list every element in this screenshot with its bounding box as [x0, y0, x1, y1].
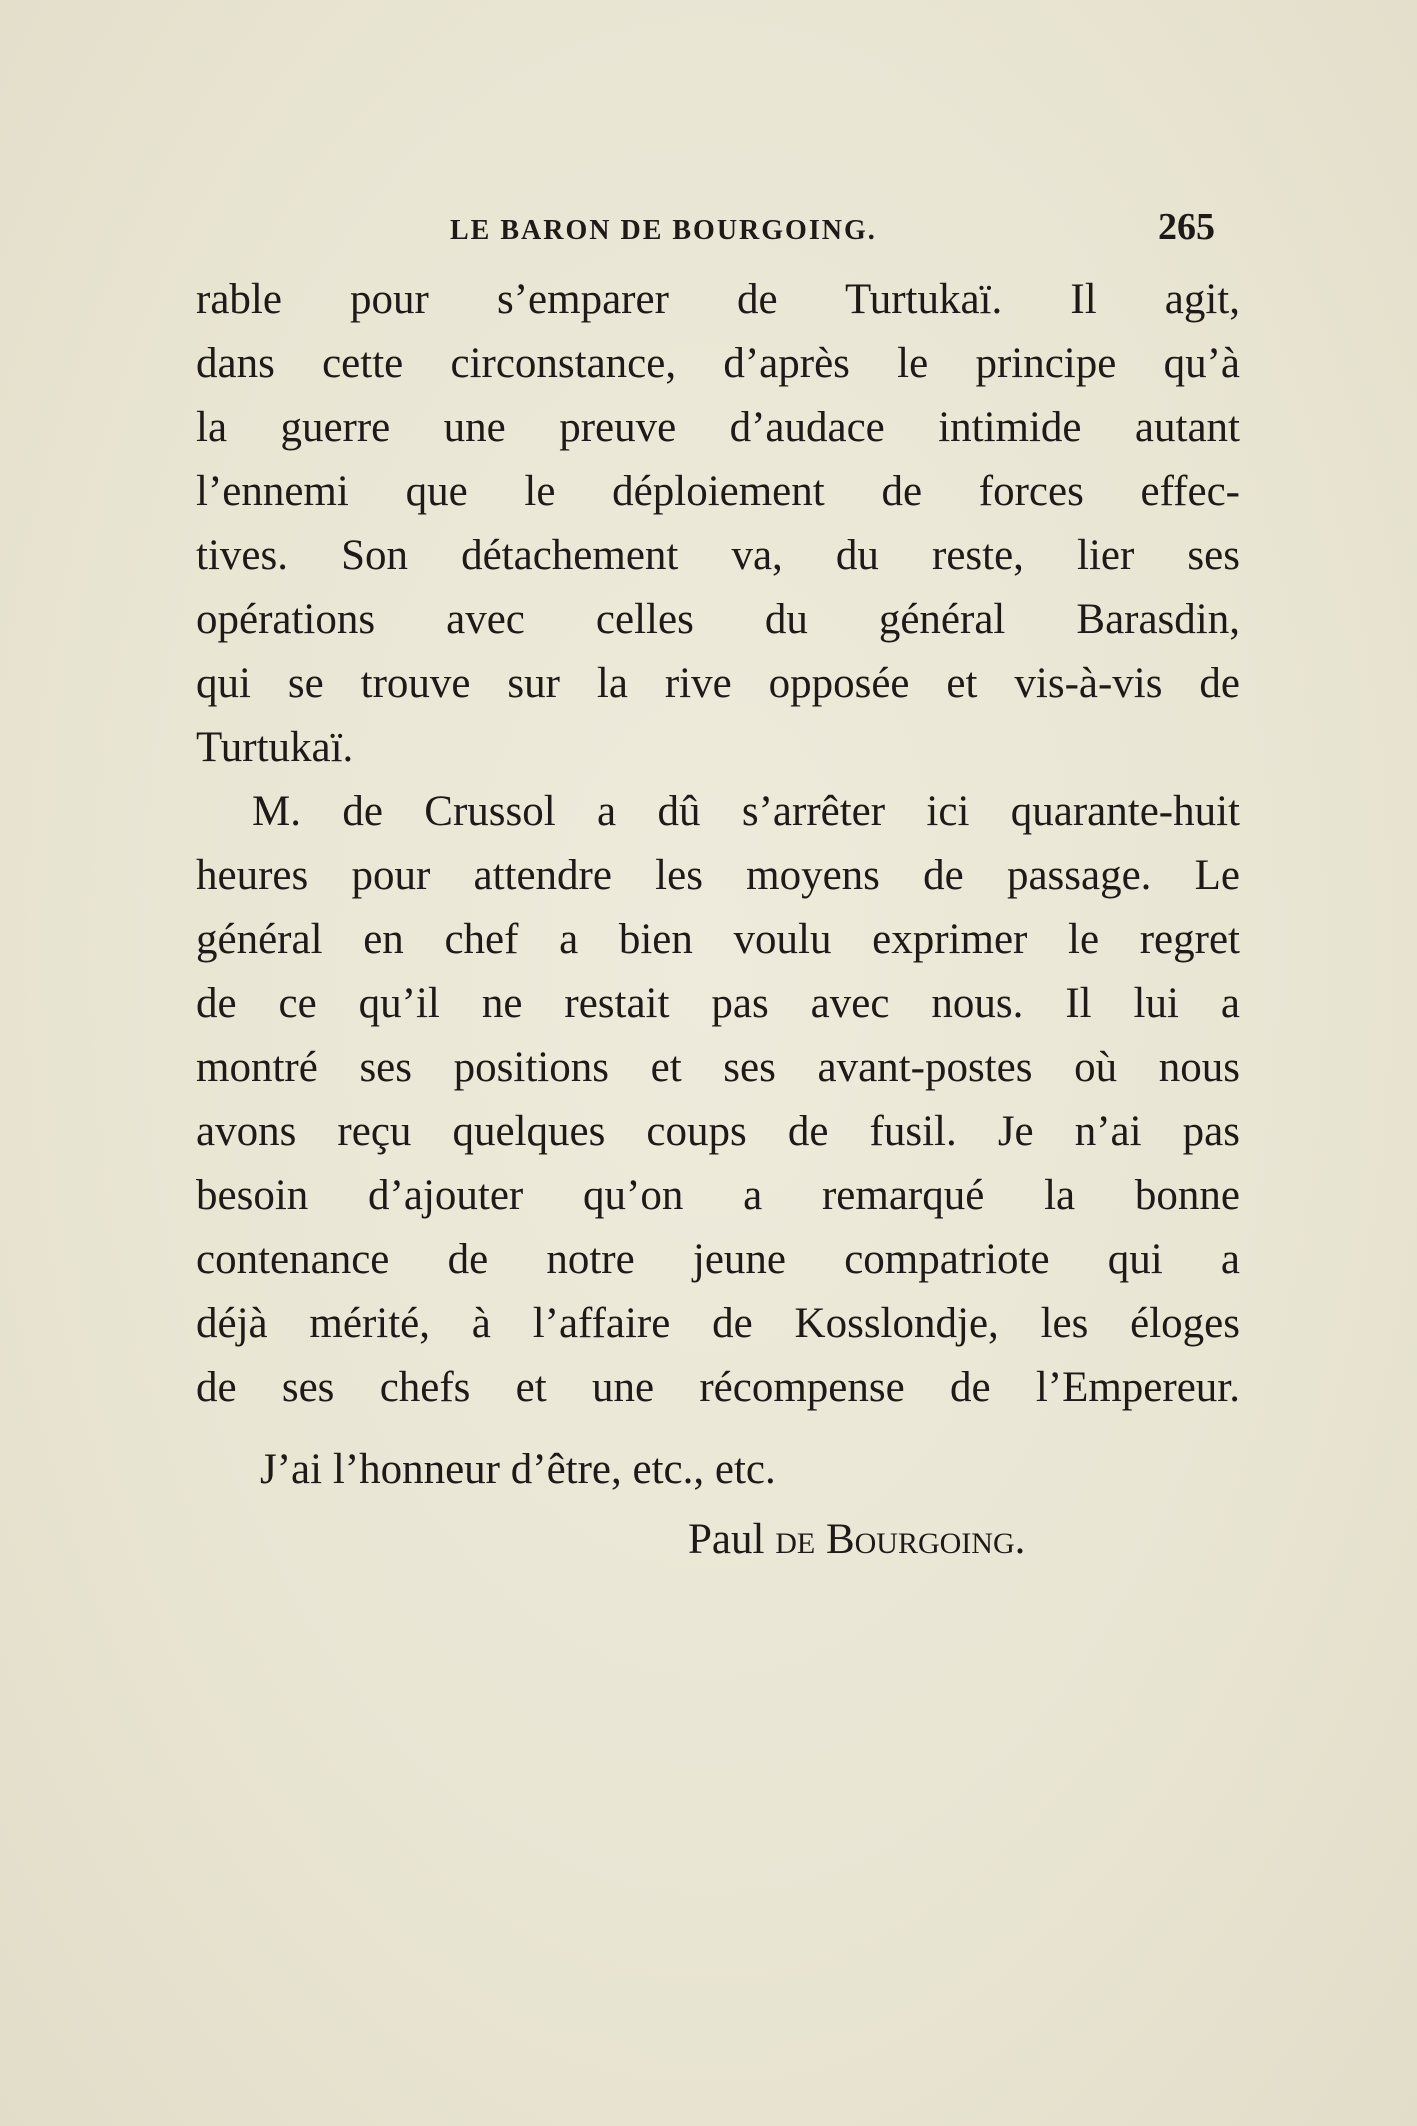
page-number: 265 — [1158, 206, 1215, 248]
text-line: déjà mérité, à l’affaire de Kosslondje, les éloges — [196, 1300, 1240, 1347]
text-line: heures pour attendre les moyens de passage. Le — [196, 852, 1240, 899]
signature-first-name: Paul — [688, 1516, 765, 1563]
text-line: montré ses positions et ses avant-postes où nous — [196, 1044, 1240, 1091]
text-line: dans cette circonstance, d’après le principe qu’à — [196, 340, 1240, 387]
text-line: l’ennemi que le déploiement de forces effec- — [196, 468, 1240, 515]
text-line: avons reçu quelques coups de fusil. Je n’ai pas — [196, 1108, 1240, 1155]
text-line: M. de Crussol a dû s’arrêter ici quarante-huit — [252, 788, 1240, 835]
text-line: rable pour s’emparer de Turtukaï. Il agit, — [196, 276, 1240, 323]
text-line: la guerre une preuve d’audace intimide autant — [196, 404, 1240, 451]
text-line: besoin d’ajouter qu’on a remarqué la bonne — [196, 1172, 1240, 1219]
paragraph-1 — [196, 268, 1240, 780]
text-line: de ses chefs et une récompense de l’Empereur. — [196, 1364, 1240, 1411]
text-line: de ce qu’il ne restait pas avec nous. Il lui a — [196, 980, 1240, 1027]
text-line: Turtukaï. — [196, 724, 354, 771]
page-header — [0, 205, 1417, 255]
text-line: qui se trouve sur la rive opposée et vis-à-vis de — [196, 660, 1240, 707]
running-head: LE BARON DE BOURGOING. — [450, 215, 877, 246]
text-line: contenance de notre jeune compatriote qui a — [196, 1236, 1240, 1283]
text-line: opérations avec celles du général Barasdin, — [196, 596, 1240, 643]
signature-surname: de Bourgoing. — [775, 1516, 1026, 1563]
body-text — [196, 268, 1240, 1420]
paragraph-2 — [196, 780, 1240, 1420]
signature — [688, 1515, 1025, 1564]
text-line: général en chef a bien voulu exprimer le regret — [196, 916, 1240, 963]
closing-formula: J’ai l’honneur d’être, etc., etc. — [260, 1446, 776, 1493]
text-line: tives. Son détachement va, du reste, lier ses — [196, 532, 1240, 579]
